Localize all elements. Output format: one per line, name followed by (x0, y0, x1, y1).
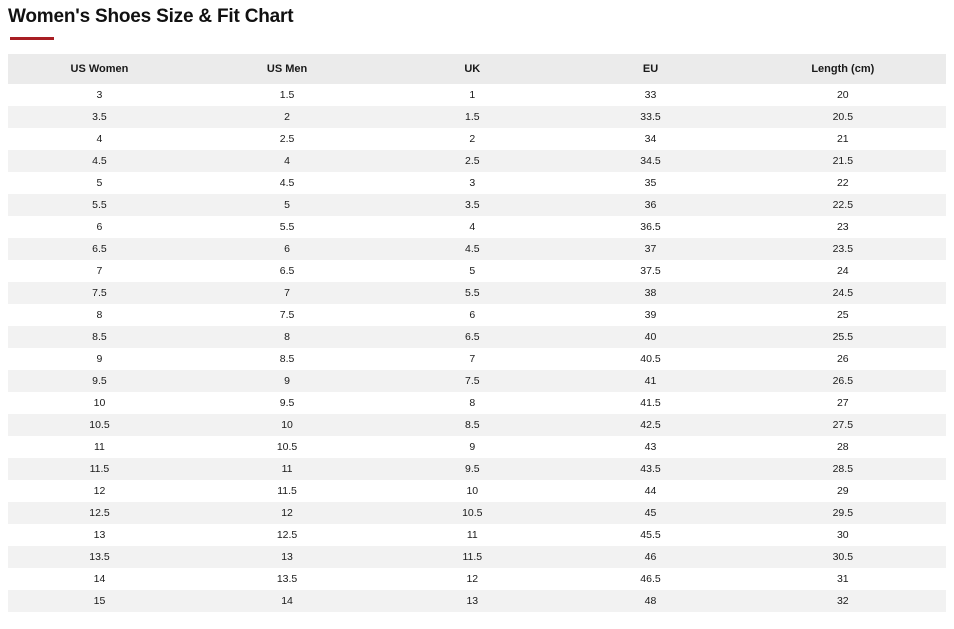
table-cell: 8.5 (383, 414, 561, 436)
table-cell: 23 (740, 216, 946, 238)
column-header-us-women: US Women (8, 54, 191, 84)
table-cell: 45.5 (561, 524, 739, 546)
table-row (8, 84, 946, 106)
table-cell: 13.5 (8, 546, 191, 568)
table-cell: 10.5 (191, 436, 383, 458)
table-cell: 4.5 (8, 150, 191, 172)
table-header (8, 54, 946, 84)
column-header-us-men: US Men (191, 54, 383, 84)
table-cell: 12 (8, 480, 191, 502)
table-cell: 22 (740, 172, 946, 194)
table-cell: 28.5 (740, 458, 946, 480)
table-row (8, 414, 946, 436)
table-cell: 9.5 (8, 370, 191, 392)
table-cell: 9.5 (191, 392, 383, 414)
table-cell: 43.5 (561, 458, 739, 480)
page-title: Women's Shoes Size & Fit Chart (8, 6, 294, 27)
table-cell: 32 (740, 590, 946, 612)
table-cell: 4 (8, 128, 191, 150)
table-row (8, 546, 946, 568)
table-cell: 9 (8, 348, 191, 370)
table-cell: 15 (8, 590, 191, 612)
table-cell: 28 (740, 436, 946, 458)
table-row (8, 392, 946, 414)
table-cell: 36 (561, 194, 739, 216)
table-cell: 11 (8, 436, 191, 458)
table-cell: 7 (383, 348, 561, 370)
table-cell: 12.5 (8, 502, 191, 524)
table-cell: 14 (8, 568, 191, 590)
table-cell: 8.5 (8, 326, 191, 348)
table-cell: 30 (740, 524, 946, 546)
table-cell: 37 (561, 238, 739, 260)
table-cell: 37.5 (561, 260, 739, 282)
table-header-row (8, 54, 946, 84)
table-cell: 40.5 (561, 348, 739, 370)
table-cell: 6.5 (8, 238, 191, 260)
table-row (8, 568, 946, 590)
table-cell: 1 (383, 84, 561, 106)
table-cell: 13.5 (191, 568, 383, 590)
table-cell: 12 (191, 502, 383, 524)
table-cell: 1.5 (383, 106, 561, 128)
size-chart-table (8, 54, 946, 612)
table-cell: 7 (191, 282, 383, 304)
table-cell: 8 (8, 304, 191, 326)
table-cell: 20 (740, 84, 946, 106)
table-row (8, 106, 946, 128)
table-cell: 8 (191, 326, 383, 348)
table-cell: 38 (561, 282, 739, 304)
table-row (8, 304, 946, 326)
table-cell: 45 (561, 502, 739, 524)
table-cell: 31 (740, 568, 946, 590)
table-row (8, 172, 946, 194)
table-cell: 29 (740, 480, 946, 502)
table-cell: 6.5 (383, 326, 561, 348)
table-cell: 3.5 (383, 194, 561, 216)
table-row (8, 216, 946, 238)
table-cell: 26.5 (740, 370, 946, 392)
table-cell: 36.5 (561, 216, 739, 238)
table-cell: 5.5 (8, 194, 191, 216)
table-cell: 6 (8, 216, 191, 238)
table-cell: 23.5 (740, 238, 946, 260)
table-cell: 25 (740, 304, 946, 326)
table-cell: 6.5 (191, 260, 383, 282)
table-cell: 27 (740, 392, 946, 414)
table-cell: 26 (740, 348, 946, 370)
table-cell: 21.5 (740, 150, 946, 172)
table-cell: 5 (8, 172, 191, 194)
table-row (8, 150, 946, 172)
table-cell: 3.5 (8, 106, 191, 128)
table-cell: 46.5 (561, 568, 739, 590)
table-cell: 14 (191, 590, 383, 612)
table-cell: 5 (383, 260, 561, 282)
table-cell: 13 (8, 524, 191, 546)
table-cell: 21 (740, 128, 946, 150)
table-cell: 2 (191, 106, 383, 128)
table-row (8, 238, 946, 260)
table-cell: 6 (191, 238, 383, 260)
table-row (8, 282, 946, 304)
table-row (8, 128, 946, 150)
table-cell: 8.5 (191, 348, 383, 370)
table-cell: 3 (383, 172, 561, 194)
table-cell: 5 (191, 194, 383, 216)
table-cell: 4.5 (383, 238, 561, 260)
table-cell: 48 (561, 590, 739, 612)
table-cell: 5.5 (383, 282, 561, 304)
table-cell: 11.5 (191, 480, 383, 502)
column-header-eu: EU (561, 54, 739, 84)
table-cell: 41.5 (561, 392, 739, 414)
table-row (8, 436, 946, 458)
table-cell: 39 (561, 304, 739, 326)
table-cell: 9 (191, 370, 383, 392)
table-cell: 12 (383, 568, 561, 590)
column-header-uk: UK (383, 54, 561, 84)
table-cell: 10 (383, 480, 561, 502)
table-cell: 11.5 (383, 546, 561, 568)
table-cell: 4 (191, 150, 383, 172)
table-cell: 11 (383, 524, 561, 546)
table-cell: 10.5 (8, 414, 191, 436)
table-cell: 42.5 (561, 414, 739, 436)
table-cell: 34.5 (561, 150, 739, 172)
table-cell: 10 (8, 392, 191, 414)
table-cell: 44 (561, 480, 739, 502)
table-cell: 46 (561, 546, 739, 568)
table-cell: 13 (383, 590, 561, 612)
table-cell: 8 (383, 392, 561, 414)
table-cell: 11 (191, 458, 383, 480)
table-cell: 3 (8, 84, 191, 106)
table-cell: 11.5 (8, 458, 191, 480)
table-cell: 7.5 (191, 304, 383, 326)
table-cell: 4.5 (191, 172, 383, 194)
table-row (8, 326, 946, 348)
table-cell: 7 (8, 260, 191, 282)
table-cell: 6 (383, 304, 561, 326)
table-cell: 4 (383, 216, 561, 238)
table-row (8, 590, 946, 612)
table-cell: 9.5 (383, 458, 561, 480)
table-row (8, 502, 946, 524)
table-cell: 33.5 (561, 106, 739, 128)
table-row (8, 194, 946, 216)
table-cell: 9 (383, 436, 561, 458)
table-cell: 41 (561, 370, 739, 392)
table-cell: 2.5 (191, 128, 383, 150)
table-cell: 2 (383, 128, 561, 150)
table-cell: 40 (561, 326, 739, 348)
column-header-length-cm: Length (cm) (740, 54, 946, 84)
table-cell: 35 (561, 172, 739, 194)
title-underline-rule (10, 37, 54, 40)
table-cell: 2.5 (383, 150, 561, 172)
table-cell: 7.5 (383, 370, 561, 392)
table-cell: 34 (561, 128, 739, 150)
size-chart-table-wrapper (8, 54, 946, 612)
table-row (8, 260, 946, 282)
table-cell: 10.5 (383, 502, 561, 524)
table-cell: 22.5 (740, 194, 946, 216)
table-cell: 20.5 (740, 106, 946, 128)
table-row (8, 458, 946, 480)
table-cell: 33 (561, 84, 739, 106)
table-row (8, 480, 946, 502)
table-cell: 24 (740, 260, 946, 282)
table-cell: 24.5 (740, 282, 946, 304)
table-row (8, 348, 946, 370)
table-cell: 5.5 (191, 216, 383, 238)
table-cell: 10 (191, 414, 383, 436)
table-cell: 30.5 (740, 546, 946, 568)
table-body (8, 84, 946, 612)
table-cell: 7.5 (8, 282, 191, 304)
table-cell: 27.5 (740, 414, 946, 436)
table-cell: 13 (191, 546, 383, 568)
size-chart-page (0, 6, 954, 612)
table-cell: 1.5 (191, 84, 383, 106)
table-row (8, 524, 946, 546)
table-row (8, 370, 946, 392)
table-cell: 25.5 (740, 326, 946, 348)
table-cell: 29.5 (740, 502, 946, 524)
table-cell: 12.5 (191, 524, 383, 546)
table-cell: 43 (561, 436, 739, 458)
